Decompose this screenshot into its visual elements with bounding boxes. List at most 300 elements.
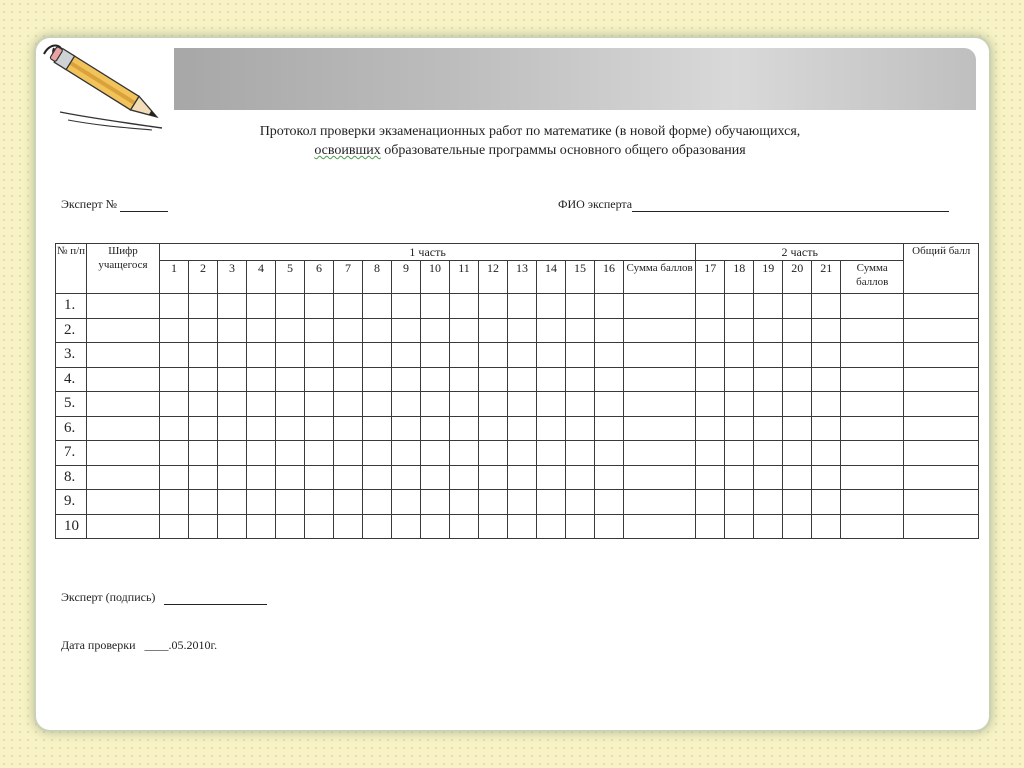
table-cell	[624, 343, 696, 368]
table-cell	[421, 367, 450, 392]
table-cell	[189, 490, 218, 515]
table-cell	[696, 343, 725, 368]
table-cell	[334, 294, 363, 319]
table-cell	[904, 318, 979, 343]
task-header-14: 14	[537, 261, 566, 294]
table-cell	[247, 514, 276, 539]
date-field	[61, 638, 217, 653]
table-cell	[392, 490, 421, 515]
row-number: 10	[56, 514, 87, 539]
table-cell	[276, 490, 305, 515]
table-row	[56, 465, 979, 490]
table-row	[56, 514, 979, 539]
table-cell	[595, 490, 624, 515]
table-cell	[783, 392, 812, 417]
expert-number-line	[120, 200, 168, 212]
table-cell	[783, 318, 812, 343]
table-cell	[624, 490, 696, 515]
task-header-15: 15	[566, 261, 595, 294]
table-cell	[725, 392, 754, 417]
table-cell	[754, 441, 783, 466]
expert-number-label: Эксперт №	[61, 197, 121, 211]
table-cell	[508, 367, 537, 392]
table-row	[56, 343, 979, 368]
table-cell	[160, 343, 189, 368]
table-cell	[305, 294, 334, 319]
table-cell	[841, 465, 904, 490]
table-cell	[725, 294, 754, 319]
table-cell	[904, 367, 979, 392]
header-bar	[174, 48, 976, 110]
table-cell	[479, 514, 508, 539]
table-cell	[479, 392, 508, 417]
table-cell	[537, 465, 566, 490]
table-cell	[218, 392, 247, 417]
part2-header: 2 часть	[696, 244, 904, 261]
table-cell	[508, 318, 537, 343]
table-cell	[595, 514, 624, 539]
task-header-5: 5	[276, 261, 305, 294]
table-cell	[247, 392, 276, 417]
title-line-2	[150, 141, 910, 160]
table-cell	[624, 367, 696, 392]
table-cell	[363, 318, 392, 343]
table-cell	[160, 490, 189, 515]
table-cell	[450, 490, 479, 515]
table-cell	[508, 441, 537, 466]
table-cell	[812, 318, 841, 343]
task-header-17: 17	[696, 261, 725, 294]
row-number: 4.	[56, 367, 87, 392]
table-cell	[334, 490, 363, 515]
table-cell	[595, 367, 624, 392]
table-cell	[363, 465, 392, 490]
table-cell	[247, 416, 276, 441]
signature-field	[61, 590, 267, 605]
table-cell	[160, 465, 189, 490]
table-cell	[696, 294, 725, 319]
title-spellcheck-word: освоивших	[314, 143, 381, 158]
table-cell	[595, 465, 624, 490]
table-cell	[276, 294, 305, 319]
table-cell	[421, 294, 450, 319]
table-cell	[566, 367, 595, 392]
table-cell	[363, 294, 392, 319]
table-cell	[537, 343, 566, 368]
table-cell	[754, 367, 783, 392]
table-cell	[450, 294, 479, 319]
table-cell	[247, 343, 276, 368]
table-row	[56, 416, 979, 441]
date-label: Дата проверки	[61, 638, 136, 652]
table-cell	[334, 392, 363, 417]
expert-name-field	[558, 197, 949, 212]
table-cell	[276, 514, 305, 539]
table-cell	[160, 294, 189, 319]
table-cell	[305, 490, 334, 515]
table-cell	[537, 490, 566, 515]
signature-line	[164, 593, 267, 605]
table-cell	[392, 343, 421, 368]
table-cell	[783, 441, 812, 466]
table-cell	[904, 441, 979, 466]
table-cell	[160, 416, 189, 441]
table-row	[56, 367, 979, 392]
table-cell	[276, 343, 305, 368]
table-row	[56, 441, 979, 466]
row-number: 1.	[56, 294, 87, 319]
table-cell	[392, 318, 421, 343]
task-header-20: 20	[783, 261, 812, 294]
row-number: 6.	[56, 416, 87, 441]
table-cell	[247, 441, 276, 466]
table-cell	[725, 367, 754, 392]
table-cell	[508, 343, 537, 368]
table-cell	[160, 392, 189, 417]
table-cell	[276, 367, 305, 392]
table-cell	[334, 367, 363, 392]
table-cell	[783, 367, 812, 392]
table-cell	[904, 343, 979, 368]
row-number: 9.	[56, 490, 87, 515]
table-cell	[841, 514, 904, 539]
table-cell	[305, 441, 334, 466]
row-number: 2.	[56, 318, 87, 343]
table-cell	[421, 392, 450, 417]
table-cell	[696, 367, 725, 392]
task-header-21: 21	[812, 261, 841, 294]
table-cell	[87, 465, 160, 490]
row-number: 8.	[56, 465, 87, 490]
table-cell	[566, 294, 595, 319]
table-cell	[904, 514, 979, 539]
table-cell	[696, 392, 725, 417]
table-cell	[566, 416, 595, 441]
task-header-7: 7	[334, 261, 363, 294]
table-cell	[276, 392, 305, 417]
table-cell	[841, 318, 904, 343]
table-cell	[334, 343, 363, 368]
table-cell	[450, 367, 479, 392]
table-cell	[87, 318, 160, 343]
table-cell	[305, 343, 334, 368]
table-cell	[160, 318, 189, 343]
table-cell	[624, 441, 696, 466]
task-header-11: 11	[450, 261, 479, 294]
table-cell	[334, 416, 363, 441]
table-cell	[508, 416, 537, 441]
table-cell	[783, 465, 812, 490]
title-line-1: Протокол проверки экзаменационных работ по математике (в новой форме) обучающихся,	[259, 124, 801, 139]
table-cell	[508, 490, 537, 515]
table-cell	[754, 465, 783, 490]
table-cell	[508, 465, 537, 490]
table-cell	[841, 416, 904, 441]
table-cell	[904, 465, 979, 490]
table-cell	[566, 343, 595, 368]
table-cell	[87, 416, 160, 441]
table-cell	[479, 343, 508, 368]
table-cell	[754, 392, 783, 417]
table-row	[56, 294, 979, 319]
table-cell	[812, 343, 841, 368]
expert-name-label: ФИО эксперта	[558, 197, 633, 211]
table-cell	[595, 294, 624, 319]
table-cell	[363, 367, 392, 392]
task-header-6: 6	[305, 261, 334, 294]
table-cell	[450, 318, 479, 343]
table-cell	[87, 514, 160, 539]
table-cell	[754, 514, 783, 539]
task-header-13: 13	[508, 261, 537, 294]
table-cell	[421, 465, 450, 490]
table-cell	[450, 416, 479, 441]
table-cell	[696, 441, 725, 466]
table-cell	[566, 441, 595, 466]
table-cell	[334, 514, 363, 539]
table-cell	[696, 514, 725, 539]
table-cell	[189, 318, 218, 343]
table-cell	[305, 392, 334, 417]
table-cell	[247, 294, 276, 319]
table-cell	[783, 343, 812, 368]
date-value: ____.05.2010г.	[144, 638, 218, 652]
table-cell	[305, 465, 334, 490]
table-cell	[87, 441, 160, 466]
part2-sum-header: Сумма баллов	[841, 261, 904, 294]
table-cell	[87, 392, 160, 417]
table-cell	[537, 294, 566, 319]
table-cell	[276, 465, 305, 490]
table-cell	[450, 343, 479, 368]
table-cell	[421, 490, 450, 515]
table-cell	[247, 318, 276, 343]
row-number: 7.	[56, 441, 87, 466]
signature-label: Эксперт (подпись)	[61, 590, 156, 604]
table-cell	[87, 294, 160, 319]
table-cell	[812, 367, 841, 392]
table-cell	[904, 392, 979, 417]
table-row	[56, 490, 979, 515]
table-cell	[841, 367, 904, 392]
table-cell	[904, 294, 979, 319]
task-header-8: 8	[363, 261, 392, 294]
task-header-12: 12	[479, 261, 508, 294]
table-cell	[904, 416, 979, 441]
table-cell	[812, 514, 841, 539]
table-cell	[305, 367, 334, 392]
task-header-4: 4	[247, 261, 276, 294]
table-cell	[421, 318, 450, 343]
table-cell	[624, 392, 696, 417]
table-cell	[595, 441, 624, 466]
table-cell	[841, 343, 904, 368]
table-cell	[450, 392, 479, 417]
table-cell	[87, 490, 160, 515]
table-cell	[841, 392, 904, 417]
task-header-1: 1	[160, 261, 189, 294]
table-cell	[276, 416, 305, 441]
table-cell	[812, 465, 841, 490]
table-cell	[812, 294, 841, 319]
table-cell	[696, 465, 725, 490]
table-cell	[305, 514, 334, 539]
table-cell	[363, 343, 392, 368]
row-number: 5.	[56, 392, 87, 417]
table-cell	[392, 465, 421, 490]
part1-sum-header: Сумма баллов	[624, 261, 696, 294]
table-cell	[392, 392, 421, 417]
table-cell	[725, 416, 754, 441]
part1-header: 1 часть	[160, 244, 696, 261]
table-cell	[276, 441, 305, 466]
num-header: № п/п	[56, 244, 87, 294]
table-cell	[479, 441, 508, 466]
task-header-3: 3	[218, 261, 247, 294]
table-cell	[392, 294, 421, 319]
table-cell	[392, 416, 421, 441]
table-cell	[363, 441, 392, 466]
task-header-2: 2	[189, 261, 218, 294]
row-number: 3.	[56, 343, 87, 368]
table-cell	[247, 465, 276, 490]
table-cell	[783, 514, 812, 539]
table-cell	[218, 514, 247, 539]
table-cell	[624, 318, 696, 343]
table-cell	[566, 318, 595, 343]
title-line-2-rest: образовательные программы основного общего образования	[380, 143, 746, 158]
table-cell	[904, 490, 979, 515]
table-cell	[783, 294, 812, 319]
table-cell	[812, 392, 841, 417]
table-cell	[421, 441, 450, 466]
table-cell	[841, 490, 904, 515]
table-cell	[392, 514, 421, 539]
table-cell	[783, 416, 812, 441]
table-cell	[725, 490, 754, 515]
table-cell	[421, 514, 450, 539]
expert-name-line	[632, 200, 949, 212]
table-cell	[189, 416, 218, 441]
table-cell	[725, 465, 754, 490]
table-cell	[160, 367, 189, 392]
table-cell	[363, 392, 392, 417]
table-cell	[479, 318, 508, 343]
table-cell	[537, 392, 566, 417]
table-cell	[841, 294, 904, 319]
table-cell	[725, 343, 754, 368]
table-cell	[450, 465, 479, 490]
table-cell	[725, 441, 754, 466]
table-cell	[189, 514, 218, 539]
table-cell	[566, 490, 595, 515]
table-cell	[754, 294, 783, 319]
expert-number-field	[61, 197, 168, 212]
table-cell	[450, 514, 479, 539]
table-cell	[595, 318, 624, 343]
table-cell	[508, 514, 537, 539]
table-cell	[595, 343, 624, 368]
table-cell	[479, 490, 508, 515]
table-cell	[624, 465, 696, 490]
table-cell	[624, 514, 696, 539]
table-cell	[624, 294, 696, 319]
table-cell	[363, 514, 392, 539]
table-cell	[218, 490, 247, 515]
task-header-18: 18	[725, 261, 754, 294]
table-cell	[725, 514, 754, 539]
table-cell	[479, 465, 508, 490]
table-cell	[754, 416, 783, 441]
table-cell	[189, 294, 218, 319]
table-cell	[87, 343, 160, 368]
table-cell	[479, 416, 508, 441]
table-cell	[334, 318, 363, 343]
table-cell	[305, 318, 334, 343]
task-header-19: 19	[754, 261, 783, 294]
table-cell	[392, 441, 421, 466]
task-header-9: 9	[392, 261, 421, 294]
table-cell	[334, 441, 363, 466]
table-cell	[189, 465, 218, 490]
table-cell	[725, 318, 754, 343]
table-cell	[189, 343, 218, 368]
table-cell	[783, 490, 812, 515]
table-cell	[566, 465, 595, 490]
table-cell	[334, 465, 363, 490]
table-cell	[218, 343, 247, 368]
table-cell	[479, 294, 508, 319]
table-cell	[595, 416, 624, 441]
table-cell	[189, 441, 218, 466]
protocol-table	[55, 243, 979, 539]
table-cell	[218, 416, 247, 441]
table-cell	[754, 318, 783, 343]
table-cell	[305, 416, 334, 441]
table-row	[56, 318, 979, 343]
table-cell	[754, 490, 783, 515]
table-cell	[218, 465, 247, 490]
protocol-title	[150, 122, 910, 160]
table-cell	[812, 490, 841, 515]
table-cell	[508, 294, 537, 319]
table-cell	[160, 441, 189, 466]
table-cell	[595, 392, 624, 417]
table-cell	[218, 367, 247, 392]
task-header-16: 16	[595, 261, 624, 294]
table-cell	[537, 514, 566, 539]
table-cell	[696, 490, 725, 515]
table-cell	[218, 318, 247, 343]
table-cell	[537, 441, 566, 466]
table-cell	[363, 416, 392, 441]
table-cell	[218, 294, 247, 319]
table-cell	[247, 490, 276, 515]
task-header-10: 10	[421, 261, 450, 294]
table-cell	[392, 367, 421, 392]
table-cell	[247, 367, 276, 392]
cipher-header: Шифр учащегося	[87, 244, 160, 294]
table-cell	[696, 318, 725, 343]
table-cell	[696, 416, 725, 441]
table-cell	[508, 392, 537, 417]
table-cell	[566, 514, 595, 539]
table-cell	[160, 514, 189, 539]
table-cell	[812, 416, 841, 441]
table-cell	[87, 367, 160, 392]
table-cell	[450, 441, 479, 466]
table-cell	[276, 318, 305, 343]
